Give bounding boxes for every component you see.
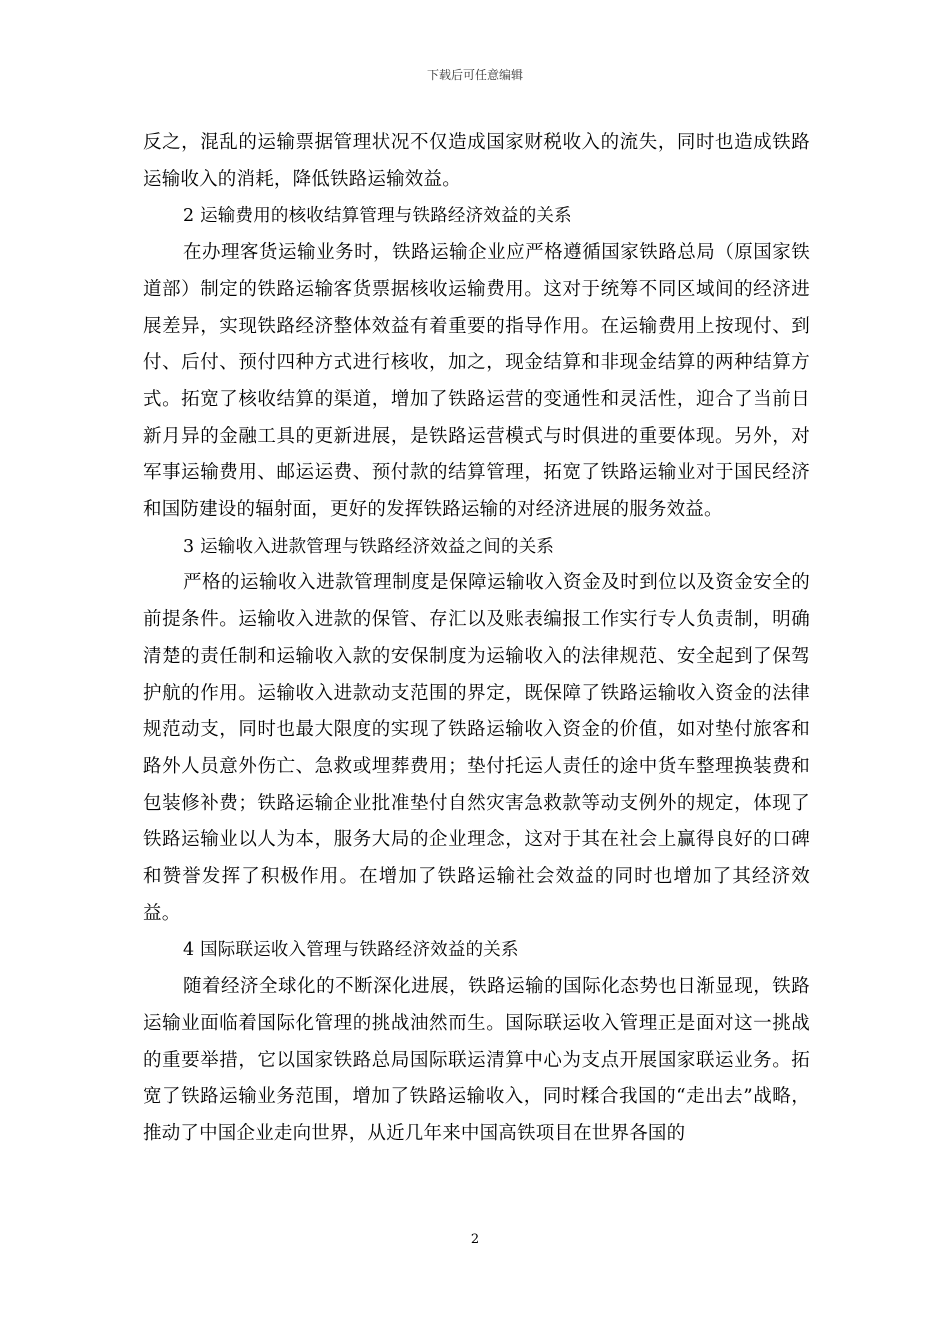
paragraph-continuation: 反之，混乱的运输票据管理状况不仅造成国家财税收入的流失，同时也造成铁路运输收入的消耗，降低铁路运输效益。 (143, 132, 810, 190)
document-body (143, 125, 810, 1153)
page-header: 下载后可任意编辑 (426, 68, 523, 82)
section-heading-4: 4 国际联运收入管理与铁路经济效益的关系 (183, 940, 519, 961)
paragraph-section-4: 随着经济全球化的不断深化进展，铁路运输的国际化态势也日渐显现，铁路运输业面临着国际化管理的挑战油然而生。国际联运收入管理正是面对这一挑战的重要举措，它以国家铁路总局国际联运清算中心为支点开展国家联运业务。拓宽了铁路运输业务范围，增加了铁路运输收入，同时糅合我国的“走出去”战略，推动了中国企业走向世界，从近几年来中国高铁项目在世界各国的 (143, 976, 810, 1144)
page-number: 2 (470, 1232, 480, 1247)
section-heading-2: 2 运输费用的核收结算管理与铁路经济效益的关系 (183, 206, 572, 227)
section-heading-3: 3 运输收入进款管理与铁路经济效益之间的关系 (183, 536, 555, 557)
paragraph-section-3: 严格的运输收入进款管理制度是保障运输收入资金及时到位以及资金安全的前提条件。运输收入进款的保管、存汇以及账表编报工作实行专人负责制，明确清楚的责任制和运输收入款的安保制度为运输收入的法律规范、安全起到了保驾护航的作用。运输收入进款动支范围的界定，既保障了铁路运输收入资金的法律规范动支，同时也最大限度的实现了铁路运输收入资金的价值，如对垫付旅客和路外人员意外伤亡、急救或埋葬费用；垫付托运人责任的途中货车整理换装费和包装修补费；铁路运输企业批准垫付自然灾害急救款等动支例外的规定，体现了铁路运输业以人为本，服务大局的企业理念，这对于其在社会上赢得良好的口碑和赞誉发挥了积极作用。在增加了铁路运输社会效益的同时也增加了其经济效益。 (143, 572, 810, 924)
paragraph-section-2: 在办理客货运输业务时，铁路运输企业应严格遵循国家铁路总局（原国家铁道部）制定的铁路运输客货票据核收运输费用。这对于统筹不同区域间的经济进展差异，实现铁路经济整体效益有着重要的指导作用。在运输费用上按现付、到付、后付、预付四种方式进行核收，加之，现金结算和非现金结算的两种结算方式。拓宽了核收结算的渠道，增加了铁路运营的变通性和灵活性，迎合了当前日新月异的金融工具的更新进展，是铁路运营模式与时俱进的重要体现。另外，对军事运输费用、邮运运费、预付款的结算管理，拓宽了铁路运输业对于国民经济和国防建设的辐射面，更好的发挥铁路运输的对经济进展的服务效益。 (143, 242, 810, 521)
